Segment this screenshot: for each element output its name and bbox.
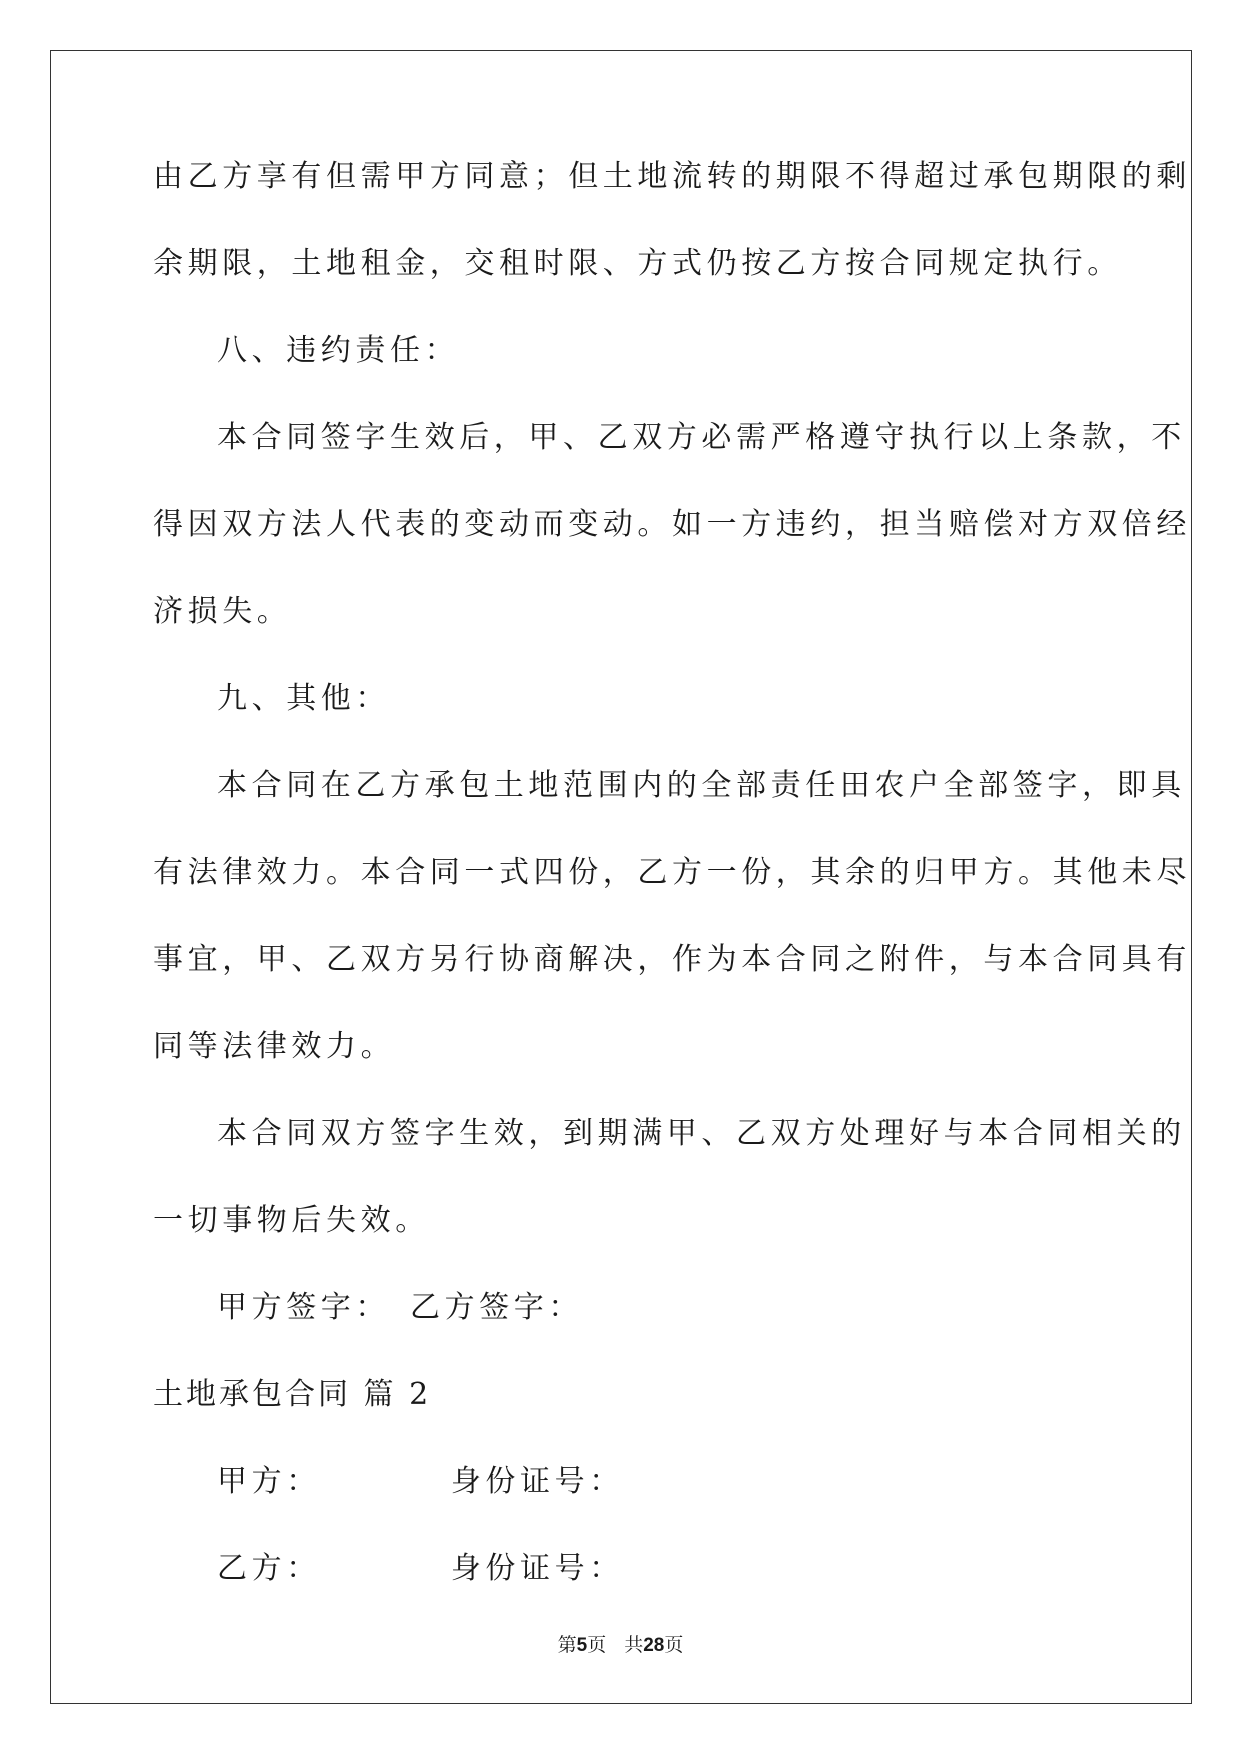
party-b-id-label: 身份证号： <box>450 1551 624 1586</box>
paragraph-line: 济损失。 <box>153 594 292 629</box>
party-b-row <box>153 1552 1093 1639</box>
paragraph-line: 有法律效力。本合同一式四份，乙方一份，其余的归甲方。其他未尽 <box>153 855 1191 890</box>
party-a-label: 甲方： <box>217 1464 321 1499</box>
footer-prefix: 第 <box>557 1634 577 1656</box>
paragraph-line: 本合同在乙方承包土地范围内的全部责任田农户全部签字，即具 <box>217 768 1186 803</box>
total-page-count: 28 <box>643 1635 665 1656</box>
paragraph-line: 本合同双方签字生效，到期满甲、乙双方处理好与本合同相关的 <box>217 1116 1186 1151</box>
footer-total-prefix: 共 <box>624 1634 644 1656</box>
section-heading-other: 九、其他： <box>217 681 390 716</box>
current-page-number: 5 <box>576 1635 588 1656</box>
footer-page-suffix: 页 <box>587 1634 607 1656</box>
party-b-signature-label: 乙方签字： <box>410 1290 583 1325</box>
paragraph-line: 同等法律效力。 <box>153 1029 396 1064</box>
document-body <box>153 159 1191 1639</box>
footer-total-suffix: 页 <box>664 1634 684 1656</box>
paragraph-line: 得因双方法人代表的变动而变动。如一方违约，担当赔偿对方双倍经 <box>153 507 1191 542</box>
paragraph-line: 一切事物后失效。 <box>153 1203 430 1238</box>
page-footer <box>0 1630 1241 1657</box>
party-a-id-label: 身份证号： <box>450 1464 624 1499</box>
paragraph-line: 余期限，土地租金，交租时限、方式仍按乙方按合同规定执行。 <box>153 246 1122 281</box>
party-a-row <box>153 1465 1093 1552</box>
signature-row <box>153 1291 1093 1378</box>
section-heading-breach: 八、违约责任： <box>217 333 460 368</box>
section-title: 土地承包合同 篇 2 <box>153 1377 432 1412</box>
paragraph-line: 本合同签字生效后，甲、乙双方必需严格遵守执行以上条款，不 <box>217 420 1186 455</box>
party-a-signature-label: 甲方签字： <box>217 1290 390 1325</box>
paragraph-line: 事宜，甲、乙双方另行协商解决，作为本合同之附件，与本合同具有 <box>153 942 1191 977</box>
party-b-label: 乙方： <box>217 1551 321 1586</box>
paragraph-line: 由乙方享有但需甲方同意；但土地流转的期限不得超过承包期限的剩 <box>153 159 1191 194</box>
